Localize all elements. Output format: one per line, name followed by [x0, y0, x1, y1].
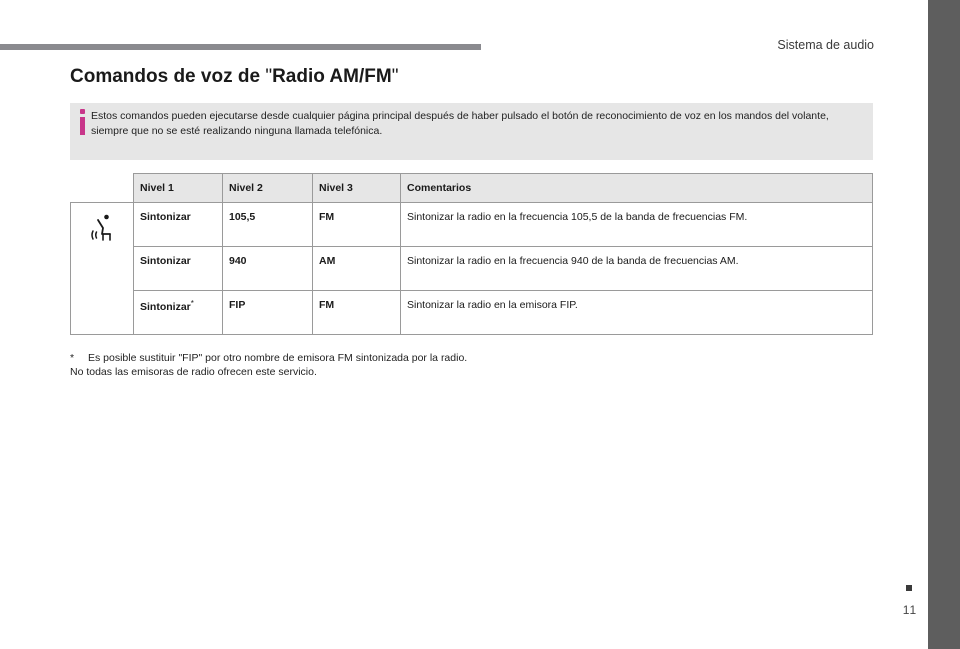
row2-nivel-3: AM: [313, 247, 401, 291]
footnote-mark: *: [70, 352, 75, 364]
row3-nivel-1: [134, 291, 223, 335]
page-marker: [906, 585, 912, 591]
row3-nivel-2: FIP: [223, 291, 313, 335]
row1-nivel-1: Sintonizar: [134, 203, 223, 247]
header-comentarios: Comentarios: [401, 174, 873, 203]
row3-footnote-mark: *: [190, 299, 194, 308]
title-quote-open: ": [265, 66, 273, 87]
footnote: [70, 351, 770, 379]
row1-comentario: Sintonizar la radio en la frecuencia 105,5 de la banda de frecuencias FM.: [401, 203, 873, 247]
footnote-line-1: [70, 351, 770, 365]
title-quote-close: ": [391, 66, 399, 87]
voice-commands-table: [70, 173, 873, 335]
info-text: Estos comandos pueden ejecutarse desde cualquier página principal después de haber pulsado el botón de reconocimiento de voz en los mandos del volante, siempre que no se esté realizando ninguna llamada telefónica.: [91, 110, 829, 137]
row1-nivel-2: 105,5: [223, 203, 313, 247]
row2-comentario: Sintonizar la radio en la frecuencia 940 de la banda de frecuencias AM.: [401, 247, 873, 291]
footnote-line-2: No todas las emisoras de radio ofrecen este servicio.: [70, 366, 317, 378]
table-header-row: [71, 174, 873, 203]
info-box: [70, 103, 873, 160]
row2-nivel-1: Sintonizar: [134, 247, 223, 291]
title-text: Comandos de voz de: [70, 66, 266, 87]
header-nivel-3: Nivel 3: [313, 174, 401, 203]
header-rule: [0, 44, 481, 50]
row2-nivel-2: 940: [223, 247, 313, 291]
info-icon-dot: [80, 109, 85, 114]
voice-icon-cell: [71, 203, 134, 335]
row3-nivel-3: FM: [313, 291, 401, 335]
row1-nivel-3: FM: [313, 203, 401, 247]
table-row: [71, 291, 873, 335]
footnote-text-1: Es posible sustituir "FIP" por otro nombre de emisora FM sintonizada por la radio.: [88, 352, 468, 364]
side-tab-bar: [928, 0, 960, 649]
table-row: [71, 203, 873, 247]
header-blank-cell: [71, 174, 134, 203]
section-label: Sistema de audio: [777, 38, 874, 52]
info-icon: [78, 109, 87, 135]
row3-nivel-1-text: Sintonizar: [140, 301, 191, 313]
header-nivel-2: Nivel 2: [223, 174, 313, 203]
header-nivel-1: Nivel 1: [134, 174, 223, 203]
row3-comentario: Sintonizar la radio en la emisora FIP.: [401, 291, 873, 335]
voice-command-icon: [89, 213, 115, 243]
info-icon-bar: [80, 117, 85, 135]
title-emphasis: Radio AM/FM: [272, 66, 392, 87]
page-title: [70, 66, 398, 88]
page-number: 11: [902, 603, 918, 617]
table-row: [71, 247, 873, 291]
